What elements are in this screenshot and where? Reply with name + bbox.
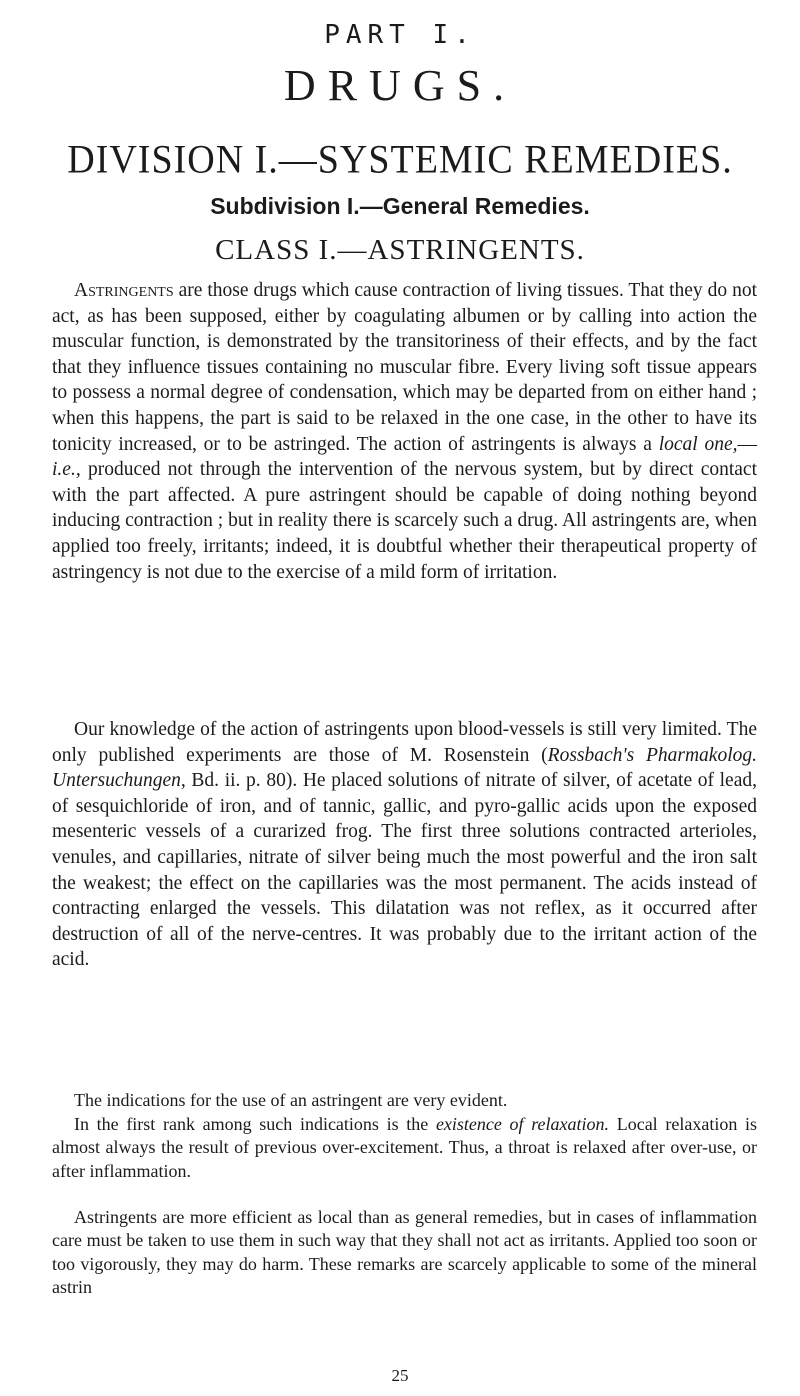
subdivision-heading: Subdivision I.—General Remedies. [210, 193, 590, 219]
paragraph-text: are those drugs which cause contraction of living tissues. That they do not act, as has been supposed, either by coagulating albumen or by calling into action the muscular function, is demonstrated by the transitoriness of their effects, and by the fact that they influence tissues containing no muscular fibre. Every living soft tissue appears to possess a normal degree of condensation, which may be departed from on either hand ; when this happens, the part is said to be relaxed in the one case, in the other to have its tonicity increased, or to be astringed. The action of astringents is always a [52, 280, 757, 455]
paragraph-blood-vessels [52, 717, 757, 973]
paragraph-relaxation [52, 1113, 757, 1183]
paragraph-text: In the first rank among such indications is the [74, 1114, 436, 1134]
paragraph-indications: The indications for the use of an astringent are very evident. [74, 1090, 508, 1110]
emphasis: existence of relaxation. [435, 1114, 610, 1134]
paragraph-text: produced not through the intervention of the nervous system, but by direct contact with the part affected. A pure astringent should be capable of doing nothing beyond inducing contraction ; but in reality there is scarcely such a drug. All astringents are, when applied too freely, irritants; indeed, it is doubtful whether their therapeutical property of astringency is not due to the exercise of a mild form of irritation. [52, 459, 757, 583]
dash: — [737, 433, 757, 455]
page-title: DRUGS. [283, 61, 517, 110]
paragraph-text: Local relaxation is almost always the result of previous over-excitement. Thus, a throat is relaxed after over-use, or after inflammation. [52, 1114, 757, 1181]
paragraph-text: Our knowledge of the action of astringents upon blood-vessels is still very limited. The only published experiments are those of M. Rosenstein ( [52, 719, 757, 766]
page-number: 25 [391, 1366, 409, 1385]
emphasis: i.e., [52, 459, 81, 481]
citation: Rossbach's Pharmakolog. Untersuchungen, [52, 744, 757, 792]
lead-term: Astringents [74, 280, 174, 301]
part-heading: PART I. [324, 20, 476, 50]
paragraph-local-remedies: Astringents are more efficient as local than as general remedies, but in cases of inflammation care must be taken to use them in such way that they shall not act as irritants. Applied too soon or too vigorously, they may do harm. These remarks are scarcely applicable to some of the mineral astrin [52, 1207, 757, 1298]
class-heading: CLASS I.—ASTRINGENTS. [215, 234, 585, 266]
emphasis: local one, [658, 433, 738, 455]
division-heading: DIVISION I.—SYSTEMIC REMEDIES. [67, 137, 733, 183]
paragraph-astringents-definition [52, 278, 757, 585]
paragraph-text: Bd. ii. p. 80). He placed solutions of nitrate of silver, of acetate of lead, of sesquichloride of iron, and of tannic, gallic, and pyro-gallic acids upon the exposed mesenteric vessels of a curarized frog. The first three solutions contracted arterioles, venules, and capillaries, nitrate of silver being much the most powerful and the iron salt the weakest; the effect on the capillaries was the most permanent. The acids instead of contracting enlarged the vessels. This dilatation was not reflex, as it occurred after destruction of all of the nerve-centres. It was probably due to the irritant action of the acid. [52, 770, 757, 971]
